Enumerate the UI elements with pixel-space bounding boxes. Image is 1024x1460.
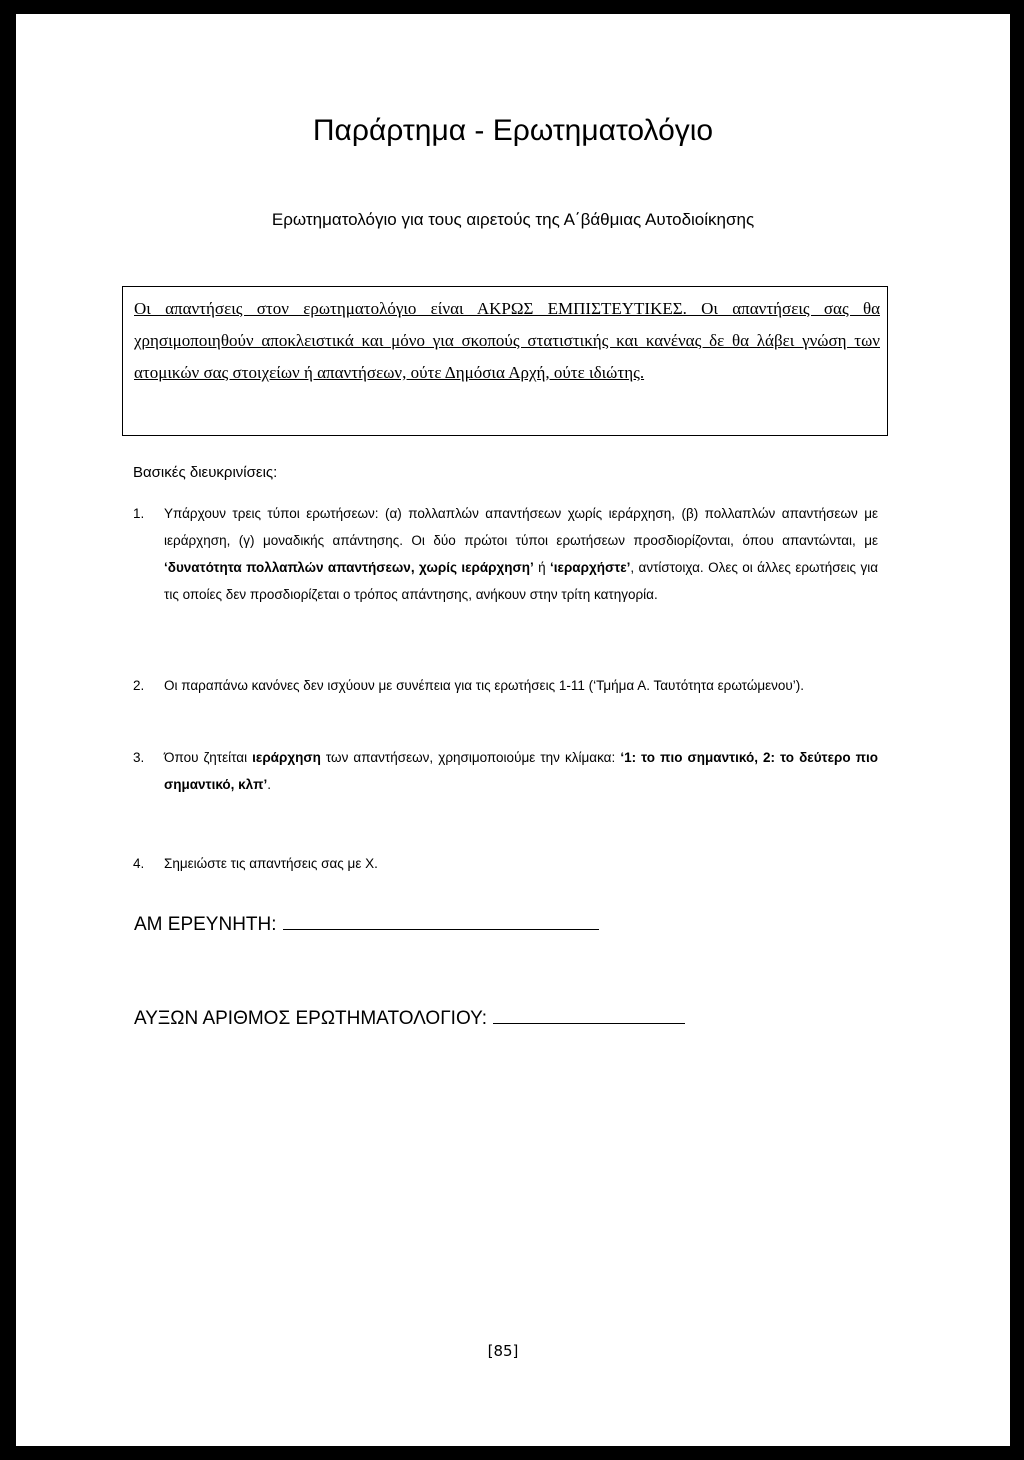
questionnaire-serial-blank-line[interactable] [493, 1022, 685, 1024]
item-text-part: Υπάρχουν τρεις τύποι ερωτήσεων: (α) πολλαπλών απαντήσεων χωρίς ιεράρχηση, (β) πολλαπλών απαντήσεων με ιεράρχηση, (γ) μοναδικής απάντησης. Οι δύο πρώτοι τύποι ερωτήσεων προσδιορίζονται, όπου απαντώνται, με [164, 506, 878, 548]
instruction-item-4 [133, 850, 878, 877]
questionnaire-serial-field [134, 1008, 685, 1030]
researcher-id-blank-line[interactable] [283, 928, 599, 930]
instruction-item-1 [133, 500, 878, 608]
researcher-id-field [134, 914, 599, 936]
instruction-item-3 [133, 744, 878, 798]
page-subtitle: Ερωτηματολόγιο για τους αιρετούς της Α΄βάθμιας Αυτοδιοίκησης [271, 210, 755, 229]
item-number: 2. [133, 678, 145, 693]
item-text-part: . [267, 777, 272, 792]
document-page [16, 14, 1010, 1446]
confidentiality-notice-box [122, 286, 888, 436]
item-text-part: των απαντήσεων, χρησιμοποιούμε την κλίμακα: [320, 750, 621, 765]
item-text-part: ή [533, 560, 551, 575]
item-text-bold: ‘ιεραρχήστε’ [550, 560, 631, 575]
item-text-part: Όπου ζητείται [164, 750, 253, 765]
item-text: Σημειώστε τις απαντήσεις σας με Χ. [164, 856, 378, 871]
item-number: 4. [133, 856, 145, 871]
item-text-bold: ‘δυνατότητα πολλαπλών απαντήσεων, χωρίς ιεράρχηση’ [164, 560, 534, 575]
item-number: 1. [133, 506, 145, 521]
confidentiality-notice-text: Οι απαντήσεις στον ερωτηματολόγιο είναι ΑΚΡΩΣ ΕΜΠΙΣΤΕΥΤΙΚΕΣ. Οι απαντήσεις σας θα χρησιμοποιηθούν αποκλειστικά και μόνο για σκοπούς στατιστικής και κανένας δε θα λάβει γνώση των ατομικών σας στοιχείων ή απαντήσεων, ούτε Δημόσια Αρχή, ούτε ιδιώτης. [134, 299, 880, 382]
page-number: [85] [487, 1342, 519, 1360]
questionnaire-serial-label: ΑΥΞΩΝ ΑΡΙΘΜΟΣ ΕΡΩΤΗΜΑΤΟΛΟΓΙΟΥ: [134, 1008, 488, 1029]
section-heading: Βασικές διευκρινίσεις: [133, 464, 278, 481]
instruction-item-2 [133, 672, 878, 699]
item-text-part: , αντίστοιχα. Ολες οι άλλες ερωτήσεις για τις οποίες δεν προσδιορίζεται ο τρόπος απάντησης, ανήκουν στην τρίτη κατηγορία. [164, 560, 878, 602]
page-title: Παράρτημα - Ερωτηματολόγιο [312, 114, 714, 147]
item-number: 3. [133, 750, 145, 765]
item-text-bold: ιεράρχηση [252, 750, 321, 765]
item-text [164, 500, 878, 608]
item-text: Οι παραπάνω κανόνες δεν ισχύουν με συνέπεια για τις ερωτήσεις 1-11 (‘Τμήμα Α. Ταυτότητα ερωτώμενου’). [164, 678, 805, 693]
item-text [164, 744, 878, 798]
item-text-bold: ‘1: το πιο σημαντικό, 2: το δεύτερο πιο σημαντικό, κλπ’ [164, 750, 878, 792]
researcher-id-label: ΑΜ ΕΡΕΥΝΗΤΗ: [134, 914, 277, 935]
